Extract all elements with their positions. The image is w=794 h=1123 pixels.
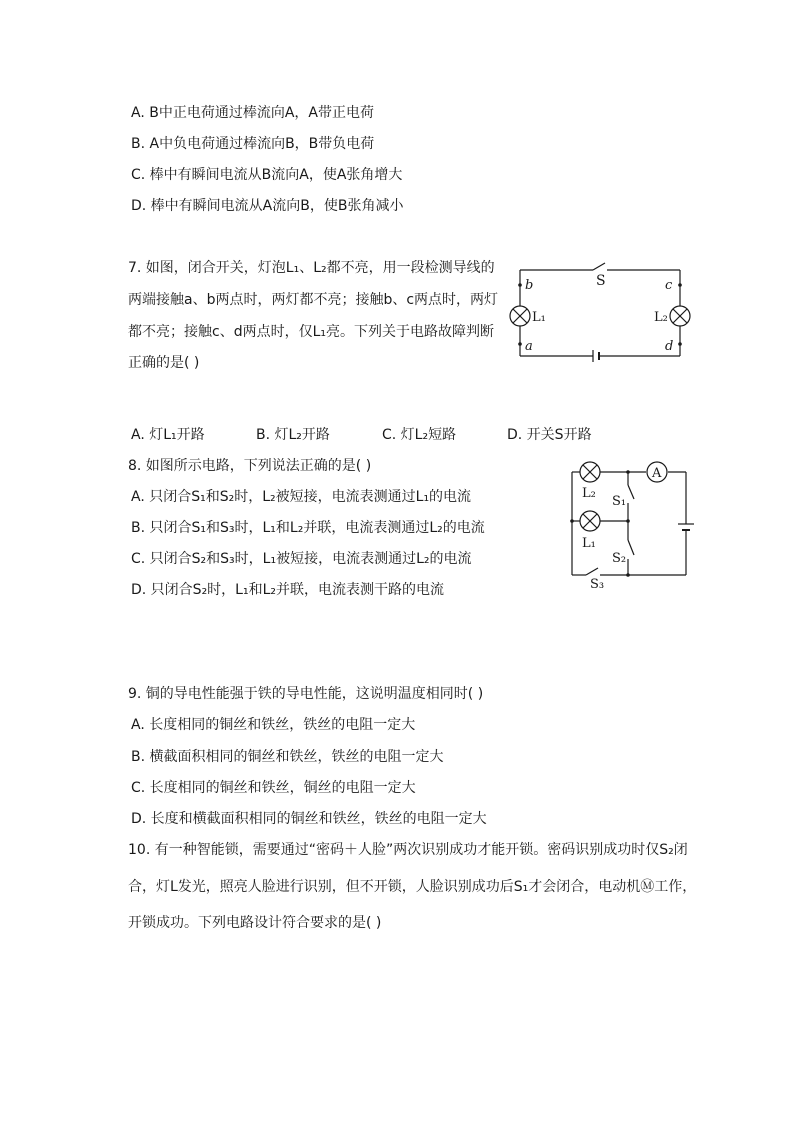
q7-point-d: d bbox=[665, 339, 674, 354]
q7-point-c: c bbox=[665, 278, 673, 293]
q9-stem: 9. 铜的导电性能强于铁的导电性能，这说明温度相同时( ) bbox=[128, 686, 484, 702]
q6-option-a: A. B中正电荷通过棒流向A，A带正电荷 bbox=[131, 105, 374, 121]
q9-option-c: C. 长度相同的铜丝和铁丝，铜丝的电阻一定大 bbox=[131, 780, 416, 796]
q7-point-a: a bbox=[525, 339, 533, 354]
q7-option-b: B. 灯L₂开路 bbox=[256, 427, 330, 443]
q8-option-b: B. 只闭合S₁和S₃时，L₁和L₂并联，电流表测通过L₂的电流 bbox=[131, 520, 485, 536]
q8-ammeter-label: A bbox=[652, 466, 662, 481]
q8-lamp-l2-label: L₂ bbox=[582, 486, 596, 501]
q7-lamp-l1-label: L₁ bbox=[532, 310, 546, 325]
q7-option-c: C. 灯L₂短路 bbox=[382, 427, 457, 443]
q10-stem-line-1: 10. 有一种智能锁，需要通过“密码＋人脸”两次识别成功才能开锁。密码识别成功时仅S₂闭 bbox=[128, 842, 688, 858]
q10-stem-line-3: 开锁成功。下列电路设计符合要求的是( ) bbox=[128, 915, 382, 931]
q6-option-c: C. 棒中有瞬间电流从B流向A，使A张角增大 bbox=[131, 167, 403, 183]
q10-stem-line-2: 合，灯L发光，照亮人脸进行识别，但不开锁，人脸识别成功后S₁才会闭合，电动机Ⓜ工作， bbox=[128, 879, 697, 895]
q8-stem: 8. 如图所示电路，下列说法正确的是( ) bbox=[128, 458, 372, 474]
q8-option-c: C. 只闭合S₂和S₃时，L₁被短接，电流表测通过L₂的电流 bbox=[131, 551, 472, 567]
q9-option-b: B. 横截面积相同的铜丝和铁丝，铁丝的电阻一定大 bbox=[131, 749, 444, 765]
q8-option-a: A. 只闭合S₁和S₂时，L₂被短接，电流表测通过L₁的电流 bbox=[131, 489, 472, 505]
q8-option-d: D. 只闭合S₂时，L₁和L₂并联，电流表测干路的电流 bbox=[131, 582, 445, 598]
q7-lamp-l2-label: L₂ bbox=[654, 310, 668, 325]
q8-switch-s1-label: S₁ bbox=[612, 494, 627, 509]
q7-point-b: b bbox=[525, 278, 534, 293]
q8-circuit-diagram bbox=[560, 455, 695, 595]
q7-circuit-diagram bbox=[505, 258, 705, 370]
q7-stem-line-4: 正确的是( ) bbox=[128, 355, 200, 371]
q7-stem-line-1: 7. 如图，闭合开关，灯泡L₁、L₂都不亮，用一段检测导线的 bbox=[128, 260, 495, 276]
q9-option-d: D. 长度和横截面积相同的铜丝和铁丝，铁丝的电阻一定大 bbox=[131, 811, 487, 827]
q6-option-d: D. 棒中有瞬间电流从A流向B，使B张角减小 bbox=[131, 198, 404, 214]
q8-switch-s2-label: S₂ bbox=[612, 551, 627, 566]
q9-option-a: A. 长度相同的铜丝和铁丝，铁丝的电阻一定大 bbox=[131, 717, 416, 733]
q7-option-d: D. 开关S开路 bbox=[507, 427, 592, 443]
q7-switch-label: S bbox=[596, 273, 606, 289]
q8-switch-s3-label: S₃ bbox=[590, 577, 605, 592]
q7-stem-line-2: 两端接触a、b两点时，两灯都不亮；接触b、c两点时，两灯 bbox=[128, 292, 499, 308]
q6-option-b: B. A中负电荷通过棒流向B，B带负电荷 bbox=[131, 136, 375, 152]
q7-option-a: A. 灯L₁开路 bbox=[131, 427, 205, 443]
q8-lamp-l1-label: L₁ bbox=[582, 536, 596, 551]
q7-stem-line-3: 都不亮；接触c、d两点时，仅L₁亮。下列关于电路故障判断 bbox=[128, 324, 494, 340]
